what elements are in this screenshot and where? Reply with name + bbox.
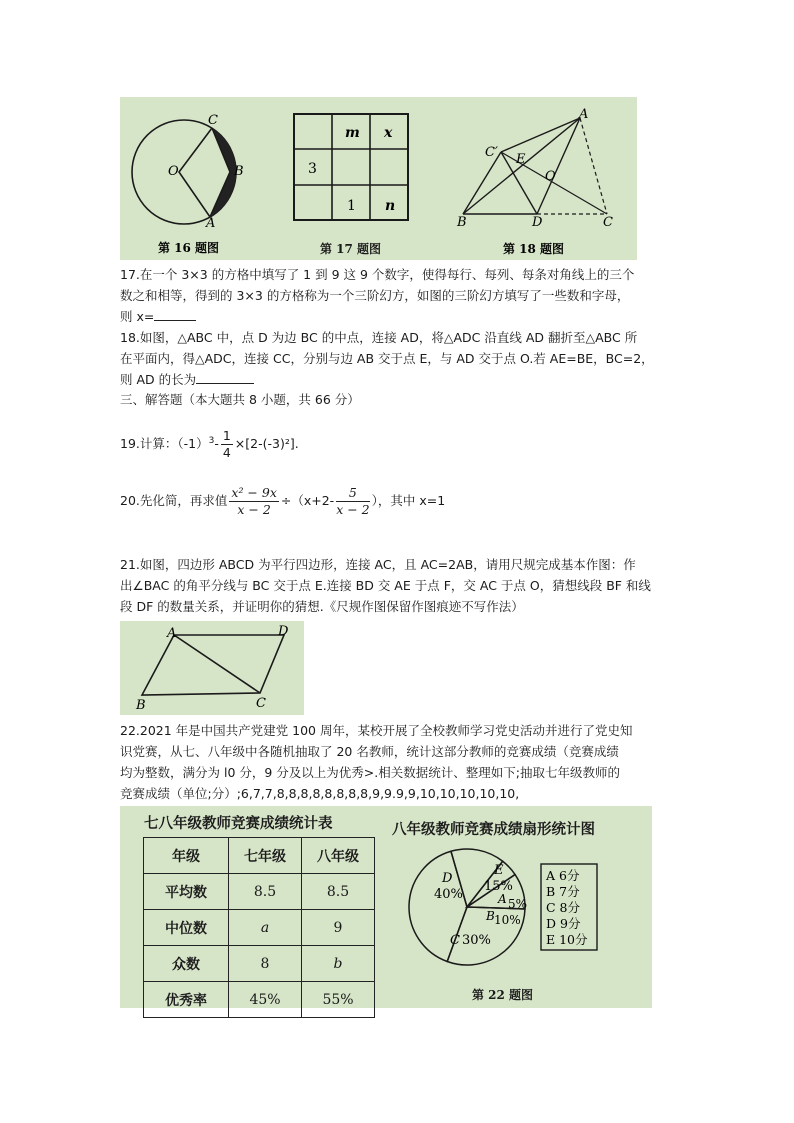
row-median-grade7: a bbox=[229, 910, 302, 946]
q17-line-3 bbox=[120, 306, 680, 327]
q20-numerator-1: x² − 9x bbox=[231, 485, 277, 500]
pie-legend-item: D 9分 bbox=[546, 916, 581, 931]
fig17-cell-8: n bbox=[385, 198, 396, 214]
pie-legend-item: B 7分 bbox=[546, 884, 580, 899]
q18-line-3-text: 则 AD 的长为 bbox=[120, 372, 197, 387]
q21-label-c: C bbox=[256, 696, 266, 711]
fig16-caption: 第 16 题图 bbox=[158, 241, 220, 255]
q21-parallelogram-figure bbox=[120, 621, 304, 715]
fig18-label-o: O bbox=[545, 169, 556, 184]
q17-line-2: 数之和相等，得到的 3×3 的方格称为一个三阶幻方，如图的三阶幻方填写了一些数和字母， bbox=[120, 288, 630, 303]
section-3-heading: 三、解答题（本大题共 8 小题，共 66 分） bbox=[120, 392, 360, 407]
pie-pct-d: 40% bbox=[434, 887, 463, 902]
fig16-label-o: O bbox=[168, 164, 179, 179]
question-22 bbox=[120, 720, 680, 804]
row-excellence-grade7: 45% bbox=[229, 982, 302, 1018]
fig18-label-e: E bbox=[516, 152, 526, 167]
q21-label-b: B bbox=[136, 698, 146, 713]
q19-fraction bbox=[221, 428, 233, 461]
q21-label-a: A bbox=[167, 626, 177, 641]
question-17 bbox=[120, 264, 680, 327]
stats-table-title: 七八年级教师竞赛成绩统计表 bbox=[144, 815, 333, 832]
pie-label-c: C bbox=[450, 933, 460, 948]
q17-line-3-text: 则 x= bbox=[120, 309, 155, 324]
table-row bbox=[144, 910, 375, 946]
q18-line-1: 18.如图，△ABC 中，点 D 为边 BC 的中点，连接 AD，将△ADC 沿直线 AD 翻折至△ABC 所 bbox=[120, 330, 638, 345]
q19-prefix: 19.计算：（-1） bbox=[120, 436, 209, 451]
q20-denominator-2: x − 2 bbox=[336, 502, 370, 517]
q20-prefix: 20.先化简，再求值 bbox=[120, 493, 228, 508]
q21-line-1: 21.如图，四边形 ABCD 为平行四边形，连接 AC，且 AC=2AB，请用尺规完成基本作图：作 bbox=[120, 557, 636, 572]
pie-chart bbox=[400, 840, 640, 985]
q22-line-1: 22.2021 年是中国共产党建党 100 周年，某校开展了全校教师学习党史活动并进行了党史知 bbox=[120, 723, 633, 738]
q21-diagonal-ac bbox=[174, 635, 260, 693]
q18-line-3 bbox=[120, 369, 680, 390]
pie-pct-a: 5% bbox=[508, 897, 528, 911]
fig18-label-c: C bbox=[603, 215, 613, 230]
q18-answer-blank bbox=[196, 370, 254, 384]
q17-answer-blank bbox=[154, 307, 196, 321]
header-grade-7: 七年级 bbox=[229, 838, 302, 874]
question-20 bbox=[120, 485, 445, 518]
row-mode-grade7: 8 bbox=[229, 946, 302, 982]
fig16-shaded-segment bbox=[210, 128, 236, 217]
pie-label-e: E bbox=[494, 863, 504, 878]
table-row bbox=[144, 874, 375, 910]
fig17-cell-3: 3 bbox=[308, 161, 317, 177]
header-grade-8: 八年级 bbox=[302, 838, 375, 874]
fig16-label-b: B bbox=[234, 164, 244, 179]
row-mean-grade8: 8.5 bbox=[302, 874, 375, 910]
row-mean-grade7: 8.5 bbox=[229, 874, 302, 910]
q19-minus: - bbox=[214, 436, 219, 451]
figure-17 bbox=[292, 112, 412, 226]
row-mode-grade8: b bbox=[302, 946, 375, 982]
pie-legend-item: C 8分 bbox=[546, 900, 580, 915]
question-21 bbox=[120, 554, 680, 617]
fig16-label-c: C bbox=[208, 113, 218, 128]
pie-label-a: A bbox=[498, 892, 507, 906]
q20-fraction-1 bbox=[229, 485, 278, 518]
fig18-label-a: A bbox=[579, 108, 589, 122]
row-median-label: 中位数 bbox=[144, 910, 229, 946]
fig17-cell-2: x bbox=[384, 125, 393, 141]
q21-line-2: 出∠BAC 的角平分线与 BC 交于点 E.连接 BD 交 AE 于点 F，交 AC 于点 O，猜想线段 BF 和线 bbox=[120, 578, 651, 593]
q20-suffix: ），其中 x=1 bbox=[371, 493, 446, 508]
pie-chart-title: 八年级教师竞赛成绩扇形统计图 bbox=[392, 821, 595, 838]
fig17-cell-1: m bbox=[345, 125, 360, 141]
row-excellence-grade8: 55% bbox=[302, 982, 375, 1018]
q20-denominator-1: x − 2 bbox=[237, 502, 271, 517]
row-mode-label: 众数 bbox=[144, 946, 229, 982]
q20-numerator-2: 5 bbox=[336, 485, 369, 502]
q17-line-1: 17.在一个 3×3 的方格中填写了 1 到 9 这 9 个数字，使得每行、每列、每条对角线上的三个 bbox=[120, 267, 635, 282]
pie-pct-e: 15% bbox=[484, 879, 513, 894]
pie-pct-c: 30% bbox=[462, 933, 491, 948]
fig18-label-cprime: C′ bbox=[485, 145, 498, 160]
stats-table bbox=[143, 837, 375, 1018]
fig16-label-a: A bbox=[206, 216, 216, 231]
pie-legend-item: A 6分 bbox=[546, 868, 580, 883]
fig18-caption: 第 18 题图 bbox=[503, 242, 565, 256]
q21-label-d: D bbox=[278, 624, 289, 639]
header-grade: 年级 bbox=[144, 838, 229, 874]
pie-pct-b: 10% bbox=[494, 913, 521, 927]
fig17-cell-7: 1 bbox=[347, 198, 356, 214]
q20-mid: ÷（x+2- bbox=[280, 493, 335, 508]
figure-18 bbox=[455, 108, 625, 260]
fig17-caption: 第 17 题图 bbox=[320, 242, 382, 256]
q22-line-3: 均为整数，满分为 l0 分，9 分及以上为优秀>.相关数据统计、整理如下;抽取七年级教师的 bbox=[120, 765, 620, 780]
q19-exponent: 3 bbox=[208, 435, 215, 446]
row-excellence-label: 优秀率 bbox=[144, 982, 229, 1018]
figure-16 bbox=[120, 97, 260, 260]
question-19 bbox=[120, 428, 299, 461]
q19-numerator: 1 bbox=[222, 428, 231, 443]
q19-suffix: ×[2-(-3)²]. bbox=[234, 436, 299, 451]
pie-label-b: B bbox=[486, 909, 495, 923]
pie-label-d: D bbox=[442, 871, 453, 886]
question-18 bbox=[120, 327, 680, 390]
row-mean-label: 平均数 bbox=[144, 874, 229, 910]
q19-denominator: 4 bbox=[222, 445, 231, 460]
q21-parallelogram bbox=[142, 635, 284, 695]
pie-legend-item: E 10分 bbox=[546, 932, 588, 947]
q20-fraction-2 bbox=[336, 485, 369, 518]
row-median-grade8: 9 bbox=[302, 910, 375, 946]
stats-table-header bbox=[144, 838, 375, 874]
table-row bbox=[144, 982, 375, 1018]
q18-line-2: 在平面内，得△ADC，连接 CC，分别与边 AB 交于点 E，与 AD 交于点 O.若 AE=BE，BC=2， bbox=[120, 351, 654, 366]
fig18-label-b: B bbox=[457, 215, 467, 230]
table-row bbox=[144, 946, 375, 982]
q21-line-3: 段 DF 的数量关系，并证明你的猜想.《尺规作图保留作图痕迹不写作法） bbox=[120, 599, 524, 614]
q22-line-2: 识党赛，从七、八年级中各随机抽取了 20 名教师，统计这部分教师的竞赛成绩（竞赛成绩 bbox=[120, 744, 619, 759]
pie-caption: 第 22 题图 bbox=[472, 988, 534, 1002]
q22-line-4: 竞赛成绩（单位;分）;6,7,7,8,8,8,8,8,8,8,8,9,9.9,9,10,10,10,10,10, bbox=[120, 786, 520, 801]
fig17-grid bbox=[292, 112, 412, 222]
fig18-label-d: D bbox=[532, 215, 543, 230]
